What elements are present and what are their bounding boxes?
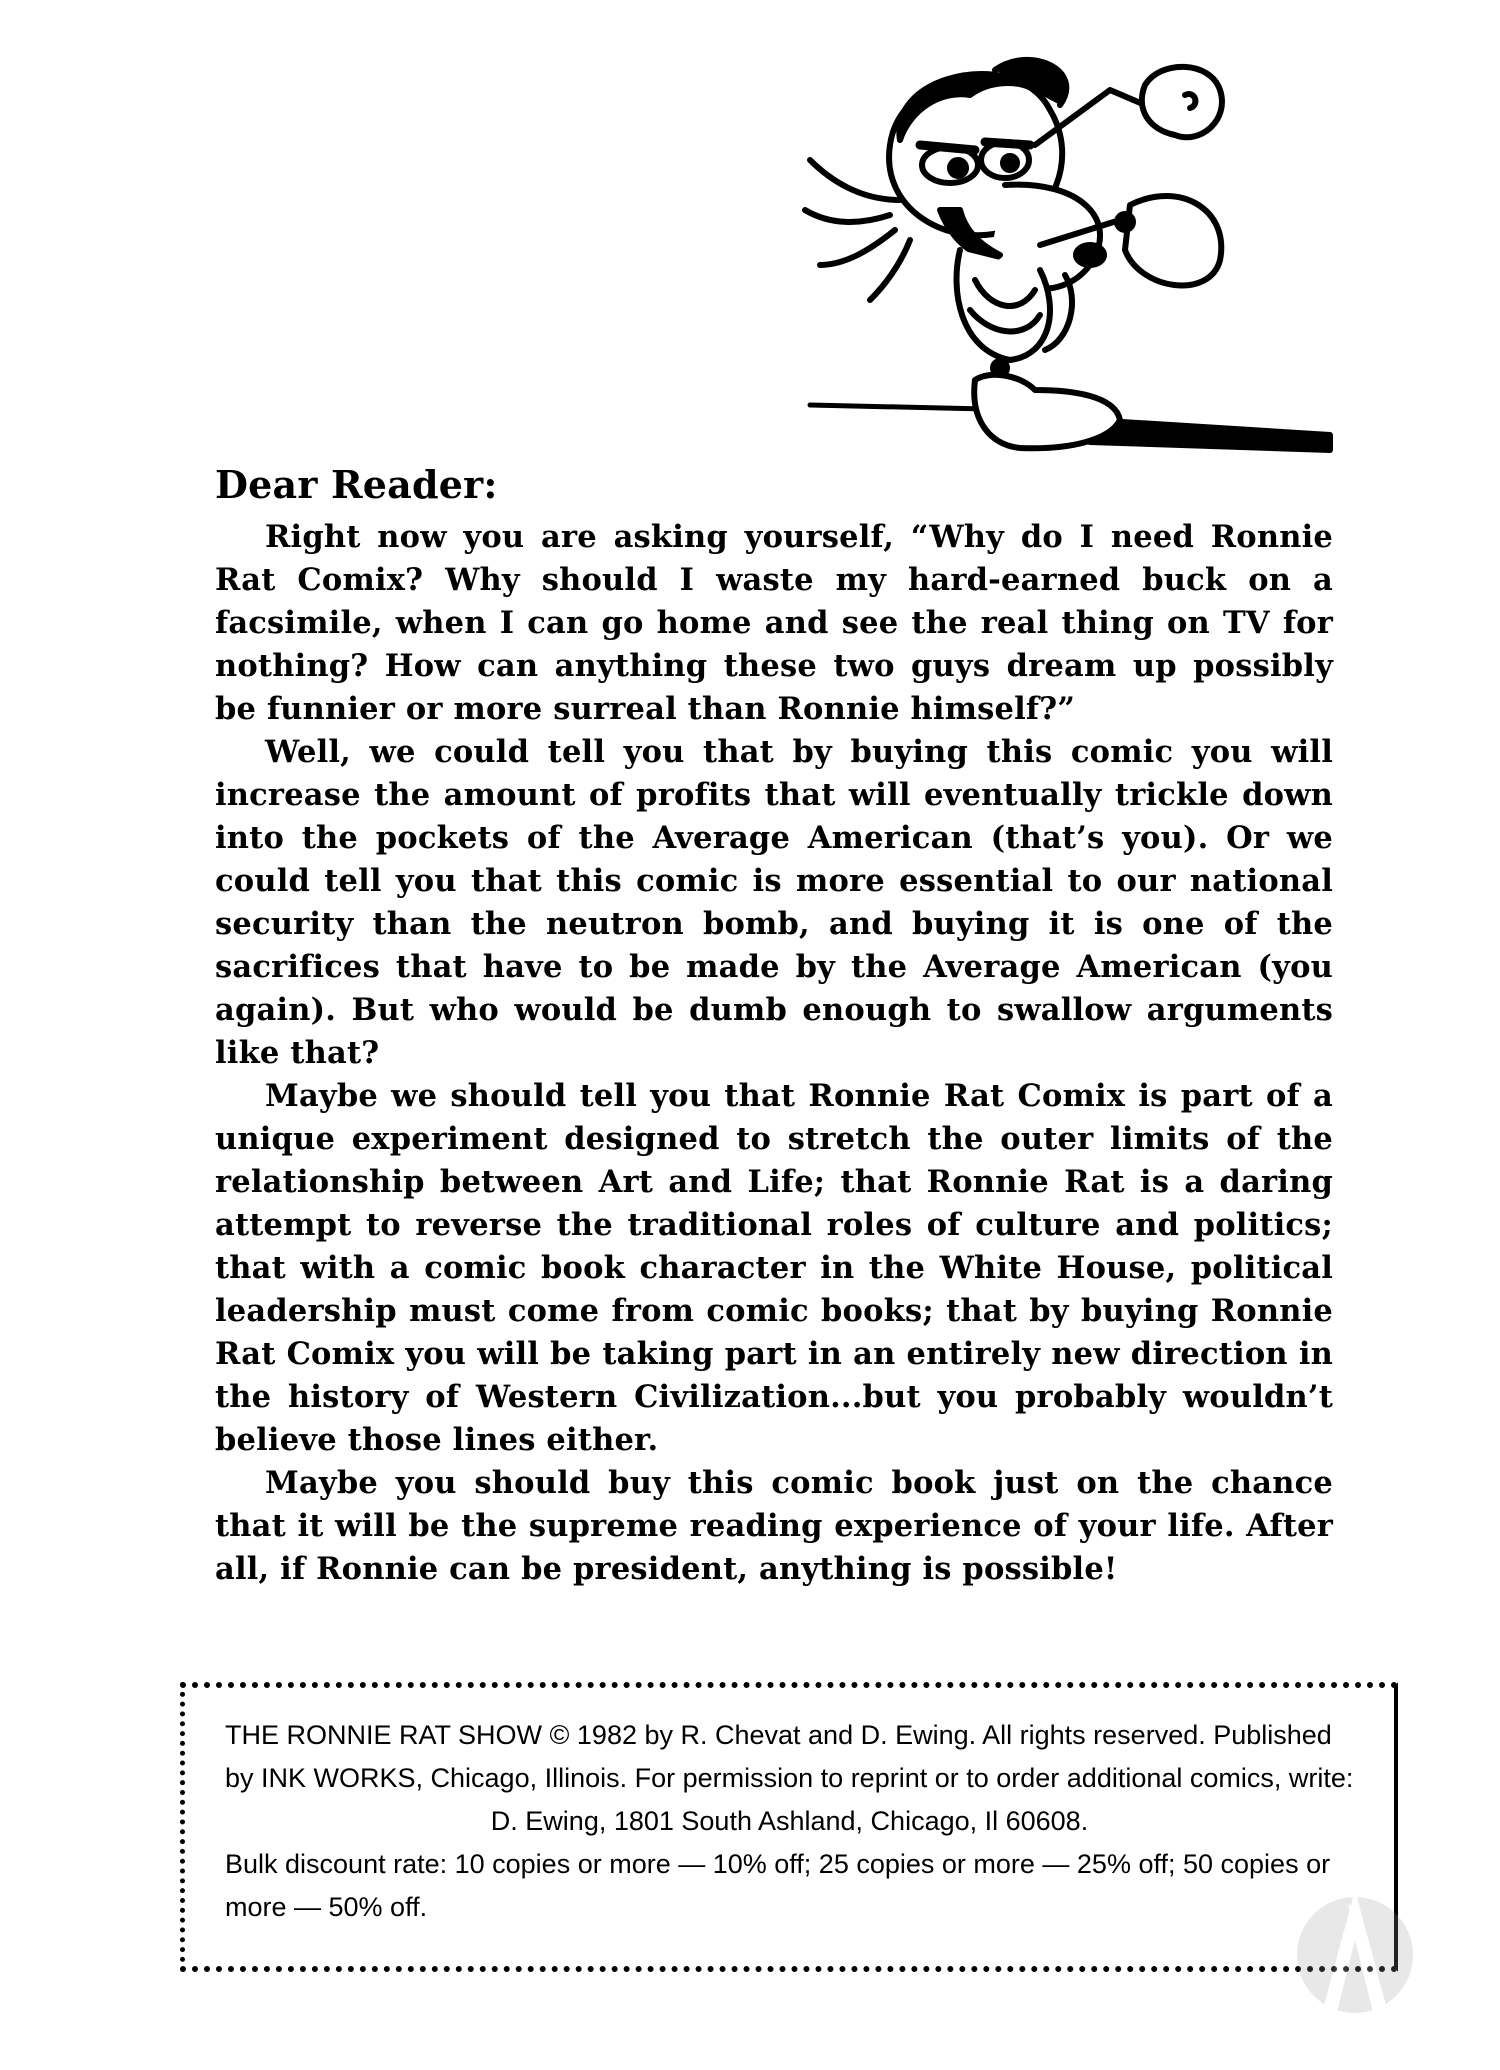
bulk-discount-text: Bulk discount rate: 10 copies or more — 10% off; 25 copies or more — 25% off; 50 copies or more — 50% off. — [225, 1849, 1331, 1922]
credits-box — [180, 1682, 1398, 1972]
ronnie-rat-cartoon-icon — [790, 50, 1350, 490]
mailing-address: D. Ewing, 1801 South Ashland, Chicago, Il 60608. — [490, 1806, 1089, 1836]
letter-paragraph: Right now you are asking yourself, “Why do I need Ronnie Rat Comix? Why should I waste my hard-earned buck on a facsimile, when I can go home and see the real thing on TV for nothing? How can anything these two guys dream up possibly be funnier or more surreal than Ronnie himself?” — [215, 519, 1333, 727]
letter-paragraph: Well, we could tell you that by buying this comic you will increase the amount of profits that will eventually trickle down into the pockets of the Average American (that’s you). Or we could tell you that this comic is more essential to our national security than the neutron bomb, and buying it is one of the sacrifices that have to be made by the Average American (you again). But who would be dumb enough to swallow arguments like that? — [215, 734, 1333, 1071]
copyright-text: THE RONNIE RAT SHOW © 1982 by R. Chevat and D. Ewing. All rights reserved. Published by INK WORKS, Chicago, Illinois. For permission to reprint or to order additional comics, write: — [225, 1720, 1354, 1793]
letter-paragraph: Maybe we should tell you that Ronnie Rat Comix is part of a unique experiment designed to stretch the outer limits of the relationship between Art and Life; that Ronnie Rat is a daring attempt to reverse the traditional roles of culture and politics; that with a comic book character in the White House, political leadership must come from comic books; that by buying Ronnie Rat Comix you will be taking part in an entirely new direction in the history of Western Civilization...but you probably wouldn’t believe those lines either. — [215, 1078, 1333, 1458]
letter-paragraph: Maybe you should buy this comic book just on the chance that it will be the supreme reading experience of your life. After all, if Ronnie can be president, anything is possible! — [215, 1465, 1333, 1587]
publisher-watermark-icon — [1290, 1880, 1420, 2030]
letter — [215, 460, 1333, 1591]
letter-salutation: Dear Reader: — [215, 462, 498, 507]
